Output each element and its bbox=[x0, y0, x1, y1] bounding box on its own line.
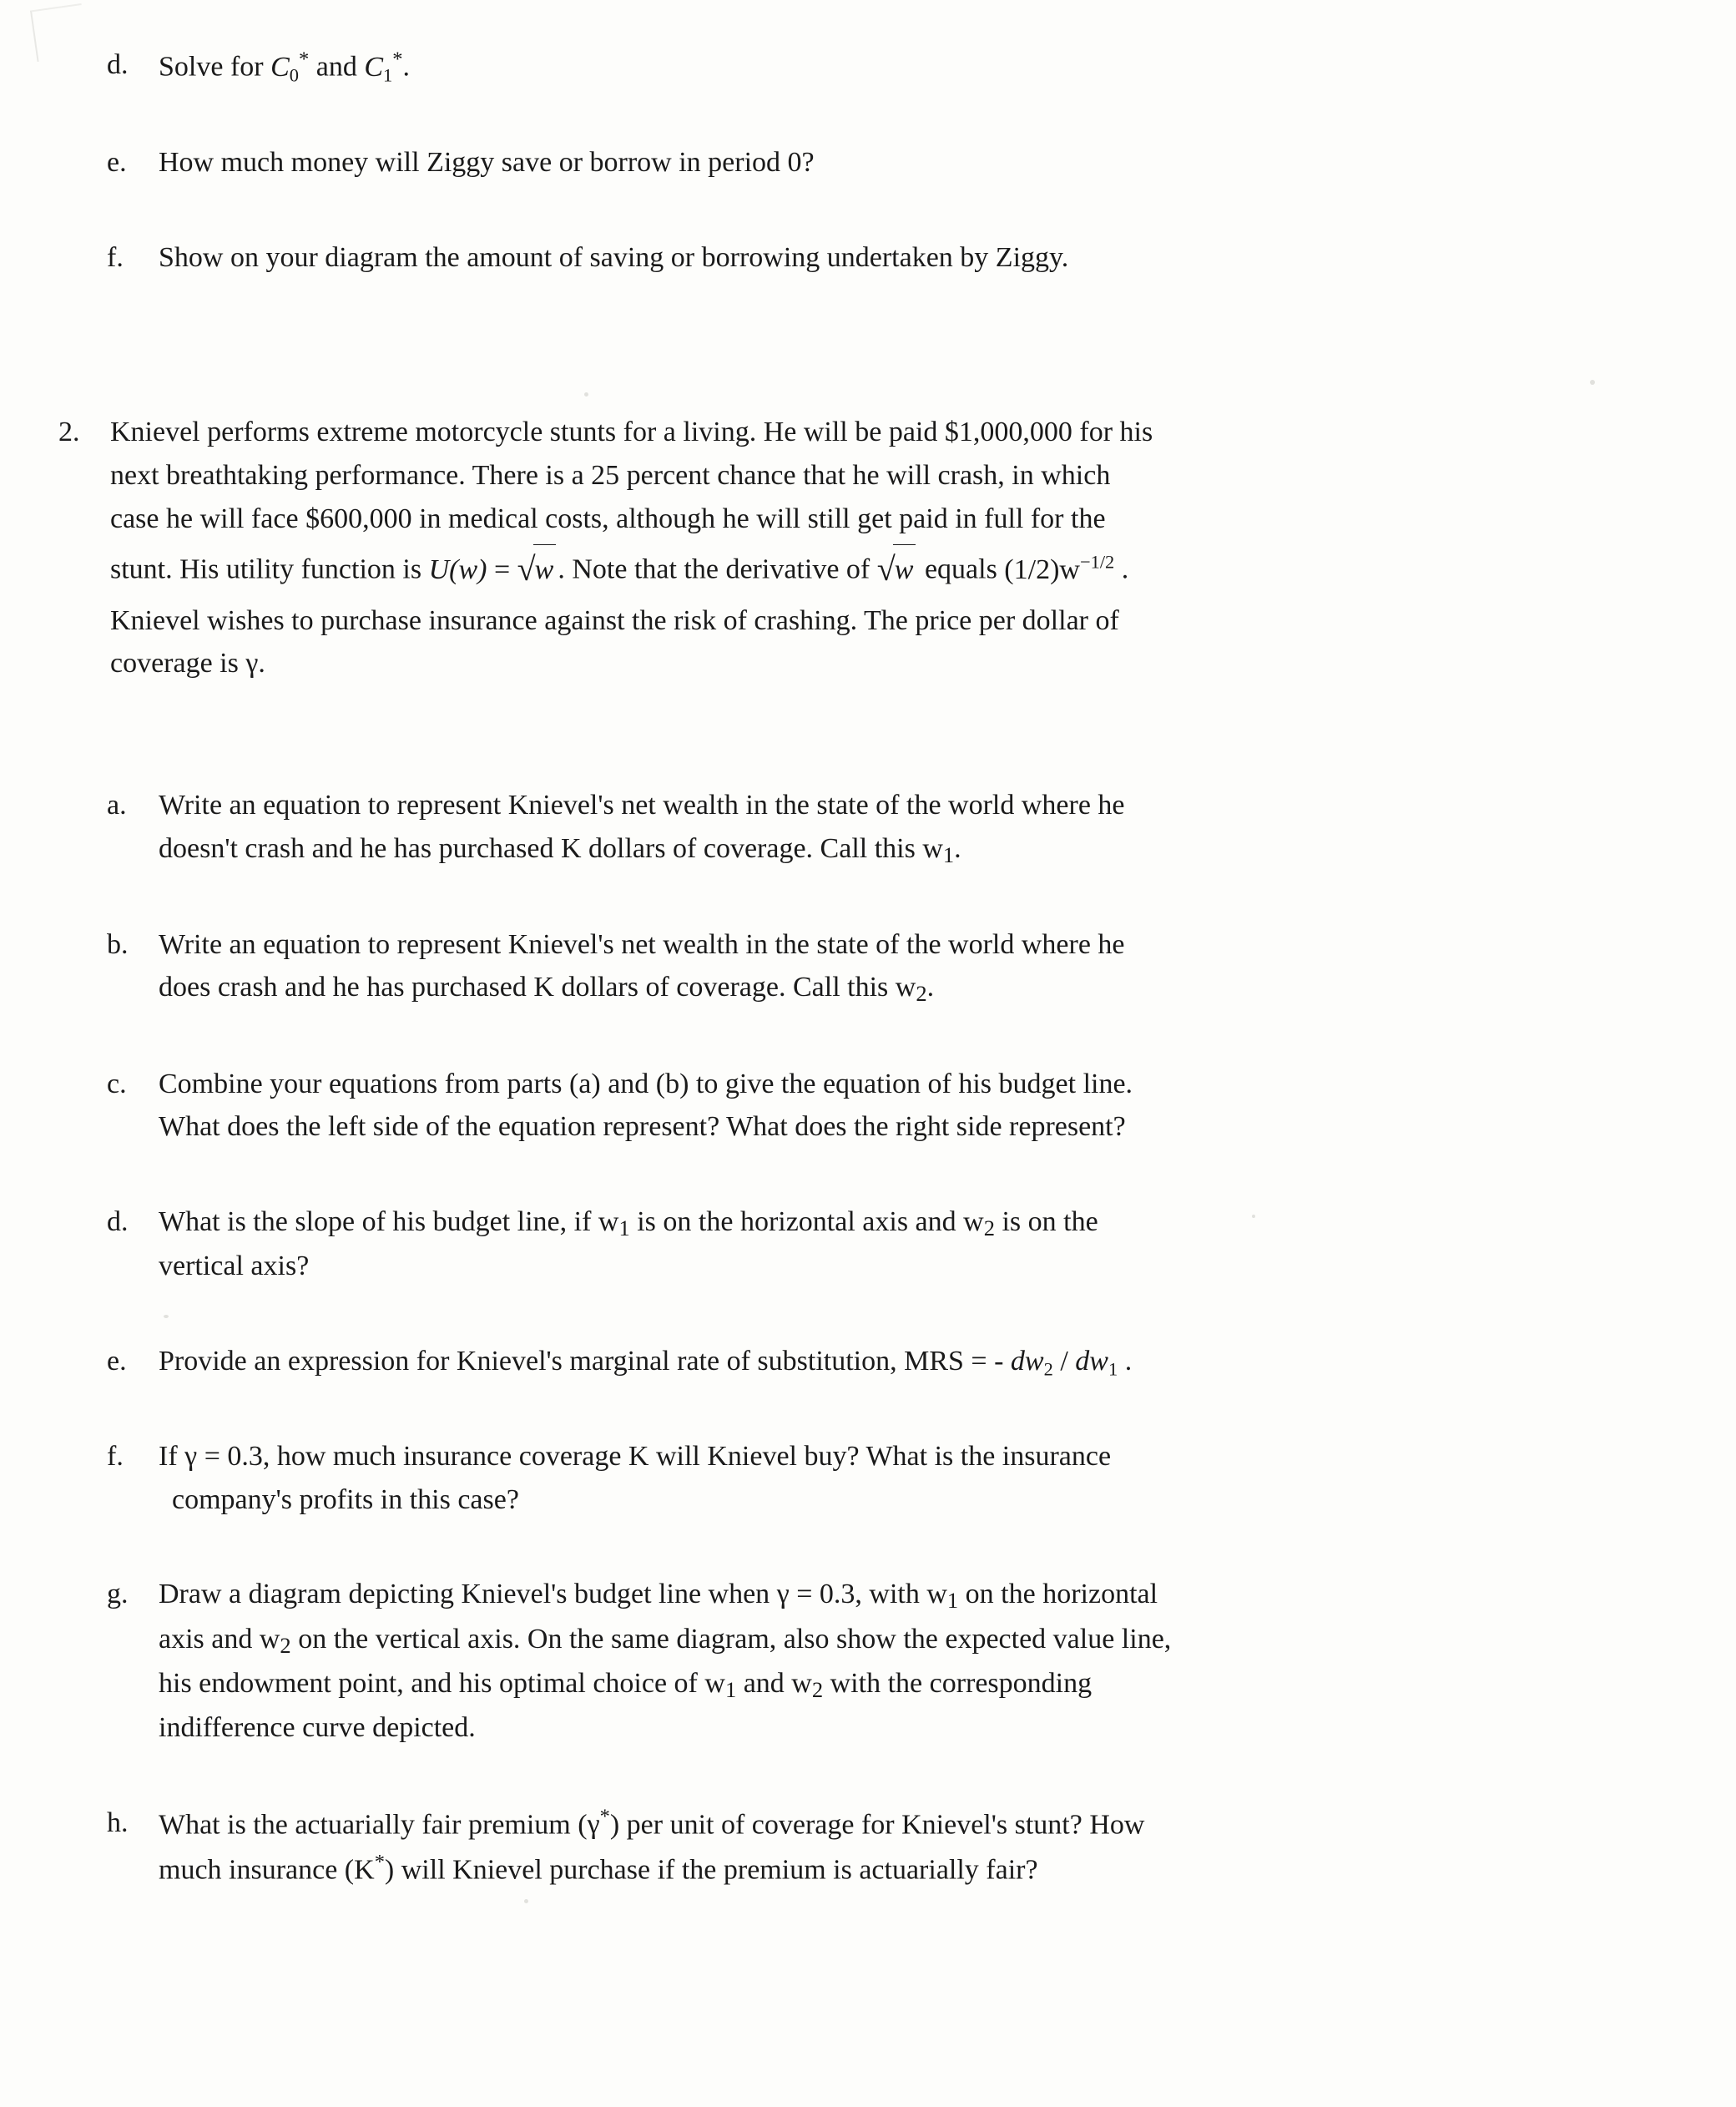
text-fragment: = 0.3, with w bbox=[789, 1579, 947, 1610]
spacer bbox=[58, 872, 1636, 923]
question-marker: 2. bbox=[58, 417, 80, 448]
spacer bbox=[58, 685, 1636, 784]
math-slash: / bbox=[1052, 1345, 1076, 1377]
math-symbol-c1: C bbox=[364, 51, 384, 83]
paragraph-line: case he will face $600,000 in medical costs, although he will still get paid in full for the bbox=[110, 503, 1106, 534]
list-text bbox=[159, 1200, 1628, 1288]
text-fragment: Provide an expression for Knievel's marginal rate of substitution, MRS = - bbox=[159, 1345, 1011, 1377]
paragraph-line: Write an equation to represent Knievel's net wealth in the state of the world where he bbox=[159, 790, 1125, 821]
text-fragment: . bbox=[926, 972, 935, 1003]
text-fragment: . bbox=[1118, 1345, 1133, 1377]
text-fragment: What is the actuarially fair premium ( bbox=[159, 1809, 588, 1841]
list-item bbox=[58, 141, 1636, 184]
spacer bbox=[58, 279, 1636, 377]
text-fragment: with the corresponding bbox=[823, 1667, 1093, 1699]
list-item bbox=[58, 1801, 1636, 1892]
spacer bbox=[58, 1750, 1636, 1801]
list-text bbox=[159, 43, 1628, 89]
list-item bbox=[58, 1063, 1636, 1149]
text-fragment: . bbox=[954, 832, 961, 864]
list-item bbox=[58, 1435, 1636, 1521]
list-text bbox=[159, 1340, 1628, 1383]
list-text bbox=[159, 923, 1628, 1011]
list-marker: d. bbox=[107, 49, 129, 80]
math-function-u: U bbox=[428, 554, 450, 586]
text-fragment: is on the horizontal axis and w bbox=[629, 1205, 984, 1237]
math-sqrt-w-2: √w bbox=[877, 540, 918, 599]
text-fragment: . bbox=[402, 51, 410, 83]
math-superscript-star: * bbox=[299, 48, 310, 70]
paragraph-line: Knievel performs extreme motorcycle stunts for a living. He will be paid $1,000,000 for his bbox=[110, 417, 1153, 448]
text-fragment: does crash and he has purchased K dollars of coverage. Call this w bbox=[159, 972, 916, 1003]
text-fragment: his endowment point, and his optimal choice of w bbox=[159, 1667, 725, 1699]
text-fragment: If bbox=[159, 1441, 185, 1473]
math-subscript: 1 bbox=[1108, 1358, 1118, 1380]
text-fragment: What is the slope of his budget line, if w bbox=[159, 1205, 619, 1237]
math-subscript: 1 bbox=[724, 1676, 737, 1702]
text-fragment: equals bbox=[924, 554, 997, 586]
list-text: How much money will Ziggy save or borrow in period 0? bbox=[159, 147, 815, 179]
math-subscript: 2 bbox=[916, 981, 927, 1007]
math-subscript: 2 bbox=[983, 1215, 995, 1240]
math-gamma: γ bbox=[245, 648, 259, 680]
spacer bbox=[58, 1011, 1636, 1063]
text-fragment: stunt. His utility function is bbox=[110, 554, 422, 586]
list-text bbox=[159, 1801, 1628, 1892]
list-text bbox=[159, 1063, 1628, 1149]
list-text: Show on your diagram the amount of saving or borrowing undertaken by Ziggy. bbox=[159, 241, 1069, 273]
text-fragment: Draw a diagram depicting Knievel's budget line when bbox=[159, 1579, 777, 1610]
list-marker: h. bbox=[107, 1806, 129, 1838]
spacer bbox=[58, 184, 1636, 236]
paragraph-line: company's profits in this case? bbox=[172, 1483, 519, 1515]
scan-speck bbox=[524, 1899, 528, 1903]
list-marker: g. bbox=[107, 1579, 129, 1610]
list-text bbox=[159, 784, 1628, 872]
math-dw2: dw bbox=[1010, 1345, 1044, 1377]
text-fragment: coverage is bbox=[110, 648, 246, 680]
list-marker: e. bbox=[107, 1345, 127, 1377]
math-gamma: γ bbox=[587, 1809, 600, 1841]
paragraph-line: Combine your equations from parts (a) and (b) to give the equation of his budget line. bbox=[159, 1068, 1133, 1099]
text-fragment: Solve for bbox=[159, 51, 271, 83]
paragraph-line bbox=[159, 827, 1628, 872]
math-gamma: γ bbox=[184, 1441, 198, 1473]
paragraph-line: next breathtaking performance. There is a 25 percent chance that he will crash, in which bbox=[110, 460, 1111, 492]
paragraph-line bbox=[159, 1618, 1628, 1662]
spacer bbox=[58, 1383, 1636, 1435]
math-symbol-c0: C bbox=[270, 51, 290, 83]
paragraph-line bbox=[159, 966, 1628, 1010]
paragraph-line-math bbox=[110, 540, 1621, 599]
math-gamma: γ bbox=[776, 1579, 790, 1610]
paragraph-line: indifference curve depicted. bbox=[159, 1711, 476, 1743]
math-sqrt-w: √w bbox=[517, 540, 558, 599]
list-marker: f. bbox=[107, 241, 124, 273]
math-equals: = bbox=[493, 554, 511, 586]
paragraph-line bbox=[110, 642, 1621, 685]
list-marker: a. bbox=[107, 790, 127, 821]
paragraph-line: What does the left side of the equation represent? What does the right side represent? bbox=[159, 1111, 1126, 1143]
list-marker: d. bbox=[107, 1205, 129, 1237]
list-item bbox=[58, 1340, 1636, 1383]
paragraph-line: vertical axis? bbox=[159, 1251, 310, 1282]
list-marker: c. bbox=[107, 1068, 127, 1099]
spacer bbox=[58, 1288, 1636, 1340]
text-fragment: = 0.3, how much insurance coverage K will Knievel buy? What is the insurance bbox=[197, 1441, 1112, 1473]
math-exponent: −1/2 bbox=[1079, 551, 1115, 573]
list-item bbox=[58, 236, 1636, 280]
text-fragment: is on the bbox=[994, 1205, 1098, 1237]
math-dw1: dw bbox=[1075, 1345, 1108, 1377]
paragraph-line bbox=[159, 1801, 1628, 1847]
math-subscript: 2 bbox=[1043, 1358, 1053, 1380]
list-item bbox=[58, 1200, 1636, 1288]
math-subscript: 0 bbox=[289, 64, 299, 85]
text-fragment: ) will Knievel purchase if the premium is actuarially fair? bbox=[384, 1854, 1038, 1886]
math-subscript: 1 bbox=[942, 841, 955, 867]
math-superscript-star: * bbox=[374, 1850, 385, 1873]
list-text bbox=[159, 1435, 1628, 1521]
math-subscript: 1 bbox=[618, 1215, 630, 1240]
list-marker: e. bbox=[107, 147, 127, 179]
paragraph-line bbox=[159, 1435, 1628, 1478]
math-subscript: 2 bbox=[280, 1632, 291, 1658]
list-marker: f. bbox=[107, 1441, 124, 1473]
list-item bbox=[58, 1573, 1636, 1749]
spacer bbox=[58, 1149, 1636, 1200]
list-text bbox=[159, 1573, 1628, 1749]
text-fragment: . bbox=[1121, 554, 1129, 586]
paragraph-line bbox=[159, 1573, 1628, 1617]
math-subscript: 1 bbox=[383, 64, 393, 85]
text-fragment: on the horizontal bbox=[958, 1579, 1158, 1610]
paragraph-line: Write an equation to represent Knievel's net wealth in the state of the world where he bbox=[159, 928, 1125, 960]
paragraph-line bbox=[159, 1340, 1628, 1383]
spacer bbox=[58, 1521, 1636, 1573]
list-marker: b. bbox=[107, 928, 129, 960]
math-superscript-star: * bbox=[392, 48, 403, 70]
question-text bbox=[110, 411, 1621, 685]
text-fragment: . Note that the derivative of bbox=[558, 554, 871, 586]
text-fragment: . bbox=[258, 648, 265, 680]
spacer bbox=[58, 89, 1636, 141]
text-fragment: on the vertical axis. On the same diagram, also show the expected value line, bbox=[290, 1623, 1172, 1655]
list-item bbox=[58, 923, 1636, 1011]
paragraph-line bbox=[159, 1662, 1628, 1706]
list-item bbox=[58, 784, 1636, 872]
paragraph-line bbox=[159, 1200, 1628, 1245]
text-fragment: doesn't crash and he has purchased K dollars of coverage. Call this w bbox=[159, 832, 943, 864]
math-expression: (1/2)w bbox=[1004, 554, 1080, 586]
question-2 bbox=[58, 411, 1636, 685]
text-fragment: ) per unit of coverage for Knievel's stunt? How bbox=[609, 1809, 1145, 1841]
text-fragment: and w bbox=[736, 1667, 812, 1699]
spacer bbox=[58, 377, 1636, 411]
text-fragment: and bbox=[309, 51, 365, 83]
text-fragment: axis and w bbox=[159, 1623, 280, 1655]
math-argument: (w) bbox=[449, 554, 487, 586]
math-subscript: 1 bbox=[946, 1588, 959, 1614]
paragraph-line: Knievel wishes to purchase insurance against the risk of crashing. The price per dollar of bbox=[110, 604, 1119, 636]
text-fragment: much insurance (K bbox=[159, 1854, 375, 1886]
math-superscript-star: * bbox=[599, 1805, 610, 1828]
list-item bbox=[58, 43, 1636, 89]
paragraph-line bbox=[159, 1847, 1628, 1892]
math-subscript: 2 bbox=[811, 1676, 824, 1702]
